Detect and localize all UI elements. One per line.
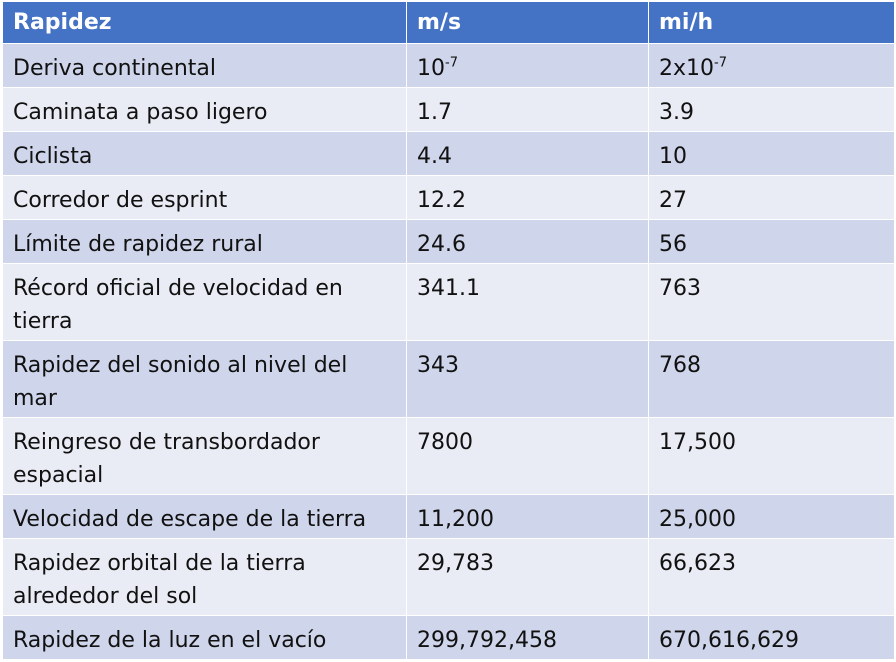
- row-ms: 343: [407, 341, 649, 418]
- row-mih: 17,500: [649, 418, 895, 495]
- ms-base: 10: [417, 56, 445, 81]
- table-row: [3, 88, 895, 132]
- header-rapidez: Rapidez: [3, 2, 407, 44]
- row-label: Reingreso de transbordador espacial: [3, 418, 407, 495]
- table-row: [3, 341, 895, 418]
- table-row: [3, 539, 895, 616]
- row-mih: 66,623: [649, 539, 895, 616]
- row-ms: 1.7: [407, 88, 649, 132]
- row-mih: 25,000: [649, 495, 895, 539]
- row-label: Velocidad de escape de la tierra: [3, 495, 407, 539]
- row-ms: [407, 44, 649, 88]
- table-row: [3, 176, 895, 220]
- row-ms: 12.2: [407, 176, 649, 220]
- row-label: Caminata a paso ligero: [3, 88, 407, 132]
- table-row: [3, 616, 895, 660]
- row-label: Límite de rapidez rural: [3, 220, 407, 264]
- table-row: [3, 418, 895, 495]
- mih-base: 2x10: [659, 56, 715, 81]
- row-mih: 3.9: [649, 88, 895, 132]
- table-row: [3, 132, 895, 176]
- row-label: Corredor de esprint: [3, 176, 407, 220]
- row-ms: 299,792,458: [407, 616, 649, 660]
- row-mih: 27: [649, 176, 895, 220]
- row-ms: 24.6: [407, 220, 649, 264]
- header-mih: mi/h: [649, 2, 895, 44]
- row-ms: 341.1: [407, 264, 649, 341]
- row-label: Récord oficial de velocidad en tierra: [3, 264, 407, 341]
- speed-table: [2, 1, 895, 660]
- table-row: [3, 495, 895, 539]
- row-mih: 768: [649, 341, 895, 418]
- row-label: Deriva continental: [3, 44, 407, 88]
- mih-exponent: -7: [714, 55, 727, 71]
- row-label: Rapidez orbital de la tierra alrededor del sol: [3, 539, 407, 616]
- row-label: Rapidez de la luz en el vacío: [3, 616, 407, 660]
- table-row: [3, 264, 895, 341]
- row-label: Rapidez del sonido al nivel del mar: [3, 341, 407, 418]
- row-mih: 10: [649, 132, 895, 176]
- header-row: [3, 2, 895, 44]
- table-row: [3, 44, 895, 88]
- row-label: Ciclista: [3, 132, 407, 176]
- row-ms: 4.4: [407, 132, 649, 176]
- row-mih: 670,616,629: [649, 616, 895, 660]
- row-ms: 29,783: [407, 539, 649, 616]
- row-mih: 56: [649, 220, 895, 264]
- row-ms: 7800: [407, 418, 649, 495]
- ms-exponent: -7: [445, 55, 458, 71]
- row-ms: 11,200: [407, 495, 649, 539]
- row-mih: 763: [649, 264, 895, 341]
- header-ms: m/s: [407, 2, 649, 44]
- table-row: [3, 220, 895, 264]
- row-mih: [649, 44, 895, 88]
